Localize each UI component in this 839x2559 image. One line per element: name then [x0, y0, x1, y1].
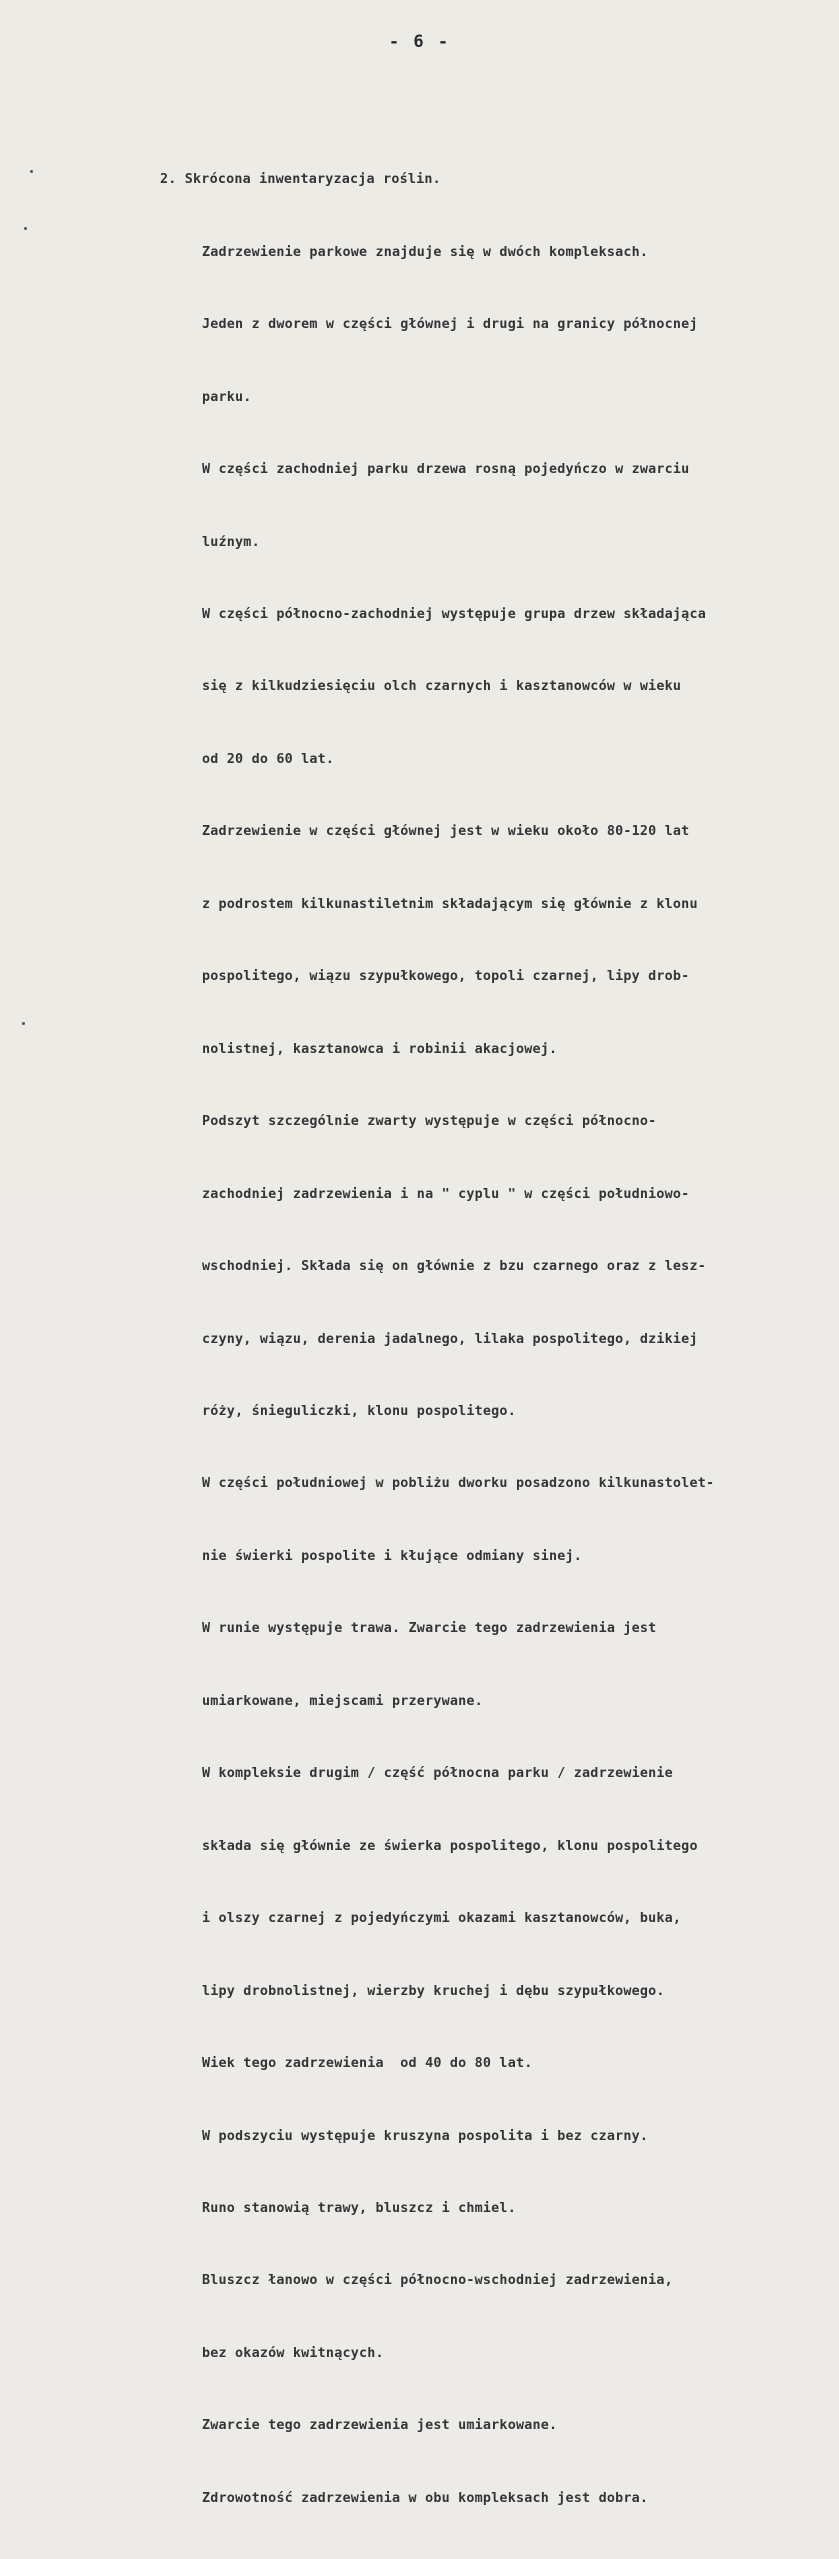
section-heading: 2. Skrócona inwentaryzacja roślin. [160, 172, 441, 188]
text-line: luźnym. [202, 534, 260, 550]
margin-mark [24, 227, 27, 230]
text-line: od 20 do 60 lat. [202, 751, 335, 767]
text-line: Zdrowotność zadrzewienia w obu kompleksach jest dobra. [202, 2490, 649, 2506]
text-line: W części zachodniej parku drzewa rosną pojedyńczo w zwarciu [202, 462, 690, 478]
text-line: i olszy czarnej z pojedyńczymi okazami kasztanowców, buka, [202, 1911, 682, 1927]
text-line: z podrostem kilkunastiletnim składającym się głównie z klonu [202, 896, 698, 912]
text-line: się z kilkudziesięciu olch czarnych i kasztanowców w wieku [202, 679, 682, 695]
text-line: W runie występuje trawa. Zwarcie tego zadrzewienia jest [202, 1621, 657, 1637]
text-line: składa się głównie ze świerka pospolitego, klonu pospolitego [202, 1838, 698, 1854]
text-line: Runo stanowią trawy, bluszcz i chmiel. [202, 2201, 516, 2216]
text-line: Wiek tego zadrzewienia od 40 do 80 lat. [202, 2056, 533, 2072]
text-line: lipy drobnolistnej, wierzby kruchej i dębu szypułkowego. [202, 1983, 665, 1999]
text-line: róży, śnieguliczki, klonu pospolitego. [202, 1404, 516, 1420]
document-body [160, 120, 830, 2559]
text-line: W podszyciu występuje kruszyna pospolita i bez czarny. [202, 2128, 649, 2144]
text-line: zachodniej zadrzewienia i na " cyplu " w części południowo- [202, 1186, 690, 1202]
text-line: nie świerki pospolite i kłujące odmiany sinej. [202, 1548, 583, 1564]
margin-mark [30, 170, 33, 173]
text-line: nolistnej, kasztanowca i robinii akacjowej. [202, 1041, 558, 1057]
text-line: W części południowej w pobliżu dworku posadzono kilkunastolet- [202, 1476, 715, 1492]
text-line: wschodniej. Składa się on głównie z bzu czarnego oraz z lesz- [202, 1259, 706, 1275]
text-line: W części północno-zachodniej występuje grupa drzew składająca [202, 607, 706, 623]
text-line: Zadrzewienie w części głównej jest w wieku około 80-120 lat [202, 824, 690, 840]
text-line: Bluszcz łanowo w części północno-wschodniej zadrzewienia, [202, 2273, 673, 2289]
text-line: Podszyt szczególnie zwarty występuje w części północno- [202, 1114, 657, 1130]
text-line: Jeden z dworem w części głównej i drugi na granicy północnej [202, 317, 698, 333]
text-line: W kompleksie drugim / część północna parku / zadrzewienie [202, 1766, 673, 1782]
text-line: czyny, wiązu, derenia jadalnego, lilaka pospolitego, dzikiej [202, 1331, 698, 1347]
text-line: pospolitego, wiązu szypułkowego, topoli czarnej, lipy drob- [202, 969, 690, 985]
text-line: parku. [202, 389, 252, 405]
margin-mark [22, 1022, 25, 1025]
text-line: bez okazów kwitnących. [202, 2345, 384, 2361]
text-line: Zadrzewienie parkowe znajduje się w dwóch kompleksach. [202, 244, 649, 260]
text-line: Zwarcie tego zadrzewienia jest umiarkowane. [202, 2418, 558, 2434]
page-number: - 6 - [388, 32, 451, 52]
text-line: umiarkowane, miejscami przerywane. [202, 1693, 483, 1709]
